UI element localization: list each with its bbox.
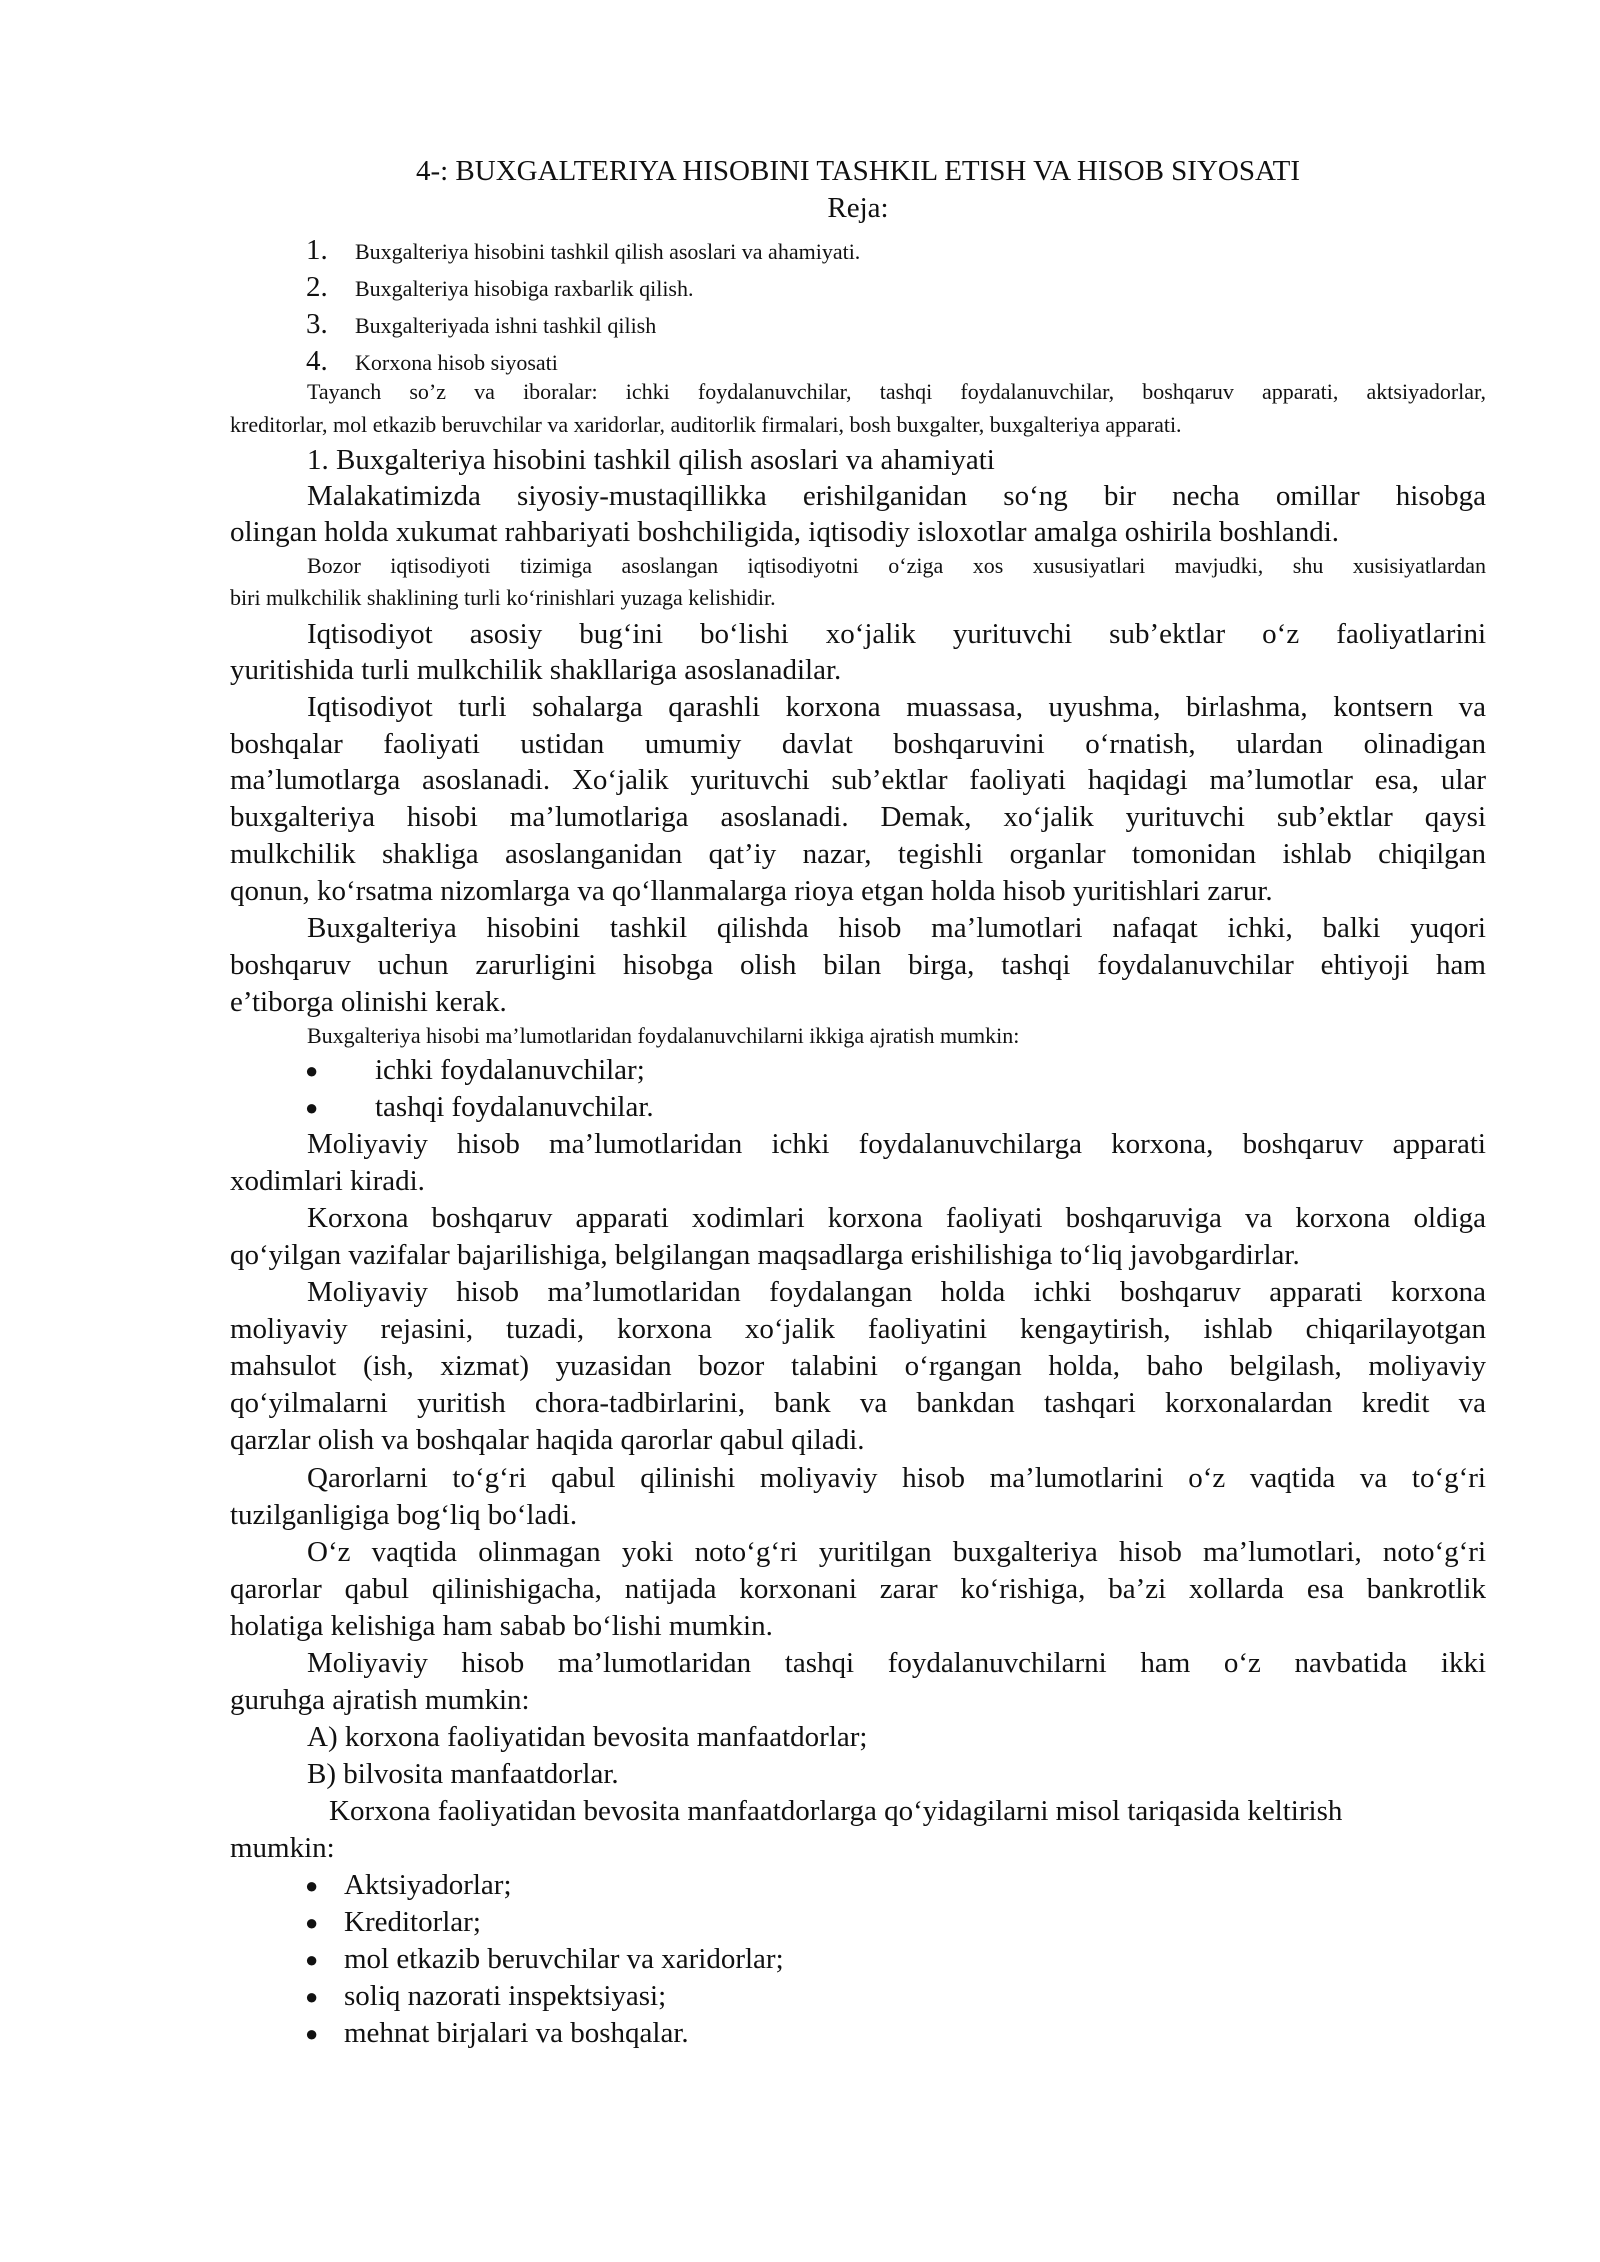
paragraph-line: olingan holda xukumat rahbariyati boshchiligida, iqtisodiy isloxotlar amalga oshirila boshlandi.: [230, 516, 1340, 548]
paragraph-line: moliyaviy rejasini, tuzadi, korxona xo‘jalik faoliyatini kengaytirish, ishlab chiqarilayotgan: [230, 1313, 1486, 1345]
plan-item-text: Buxgalteriya hisobiga raxbarlik qilish.: [355, 276, 694, 301]
list-item: mol etkazib beruvchilar va xaridorlar;: [344, 1943, 784, 1975]
list-item: soliq nazorati inspektsiyasi;: [344, 1980, 667, 2012]
paragraph-line: qo‘yilgan vazifalar bajarilishiga, belgilangan maqsadlarga erishilishiga to‘liq javobgardirlar.: [230, 1239, 1300, 1271]
bullet-icon: ●: [305, 1947, 319, 1972]
plan-item-text: Buxgalteriya hisobini tashkil qilish asoslari va ahamiyati.: [355, 239, 861, 264]
plan-item-number: 4.: [306, 345, 328, 377]
paragraph-line: guruhga ajratish mumkin:: [230, 1684, 530, 1716]
plan-item-number: 1.: [306, 234, 328, 266]
paragraph-line: Korxona boshqaruv apparati xodimlari korxona faoliyati boshqaruviga va korxona oldiga: [307, 1202, 1486, 1234]
plan-item-text: Korxona hisob siyosati: [355, 350, 558, 375]
paragraph-line: Moliyaviy hisob ma’lumotlaridan ichki foydalanuvchilarga korxona, boshqaruv apparati: [307, 1128, 1486, 1160]
paragraph-line: Buxgalteriya hisobini tashkil qilishda hisob ma’lumotlari nafaqat ichki, balki yuqori: [307, 912, 1486, 944]
paragraph-line: qarzlar olish va boshqalar haqida qarorlar qabul qiladi.: [230, 1424, 865, 1456]
bullet-icon: ●: [305, 1095, 319, 1120]
paragraph-line: qarorlar qabul qilinishigacha, natijada korxonani zarar ko‘rishiga, ba’zi xollarda esa bankrotlik: [230, 1573, 1486, 1605]
group-a-line: A) korxona faoliyatidan bevosita manfaatdorlar;: [307, 1721, 868, 1753]
bullet-icon: ●: [305, 1058, 319, 1083]
list-item: Kreditorlar;: [344, 1906, 481, 1938]
plan-item-text: Buxgalteriyada ishni tashkil qilish: [355, 313, 657, 338]
list-item: Aktsiyadorlar;: [344, 1869, 512, 1901]
paragraph-line: Bozor iqtisodiyoti tizimiga asoslangan iqtisodiyotni o‘ziga xos xususiyatlari mavjudki, shu xusisiyatlardan: [307, 553, 1486, 578]
bullet-icon: ●: [305, 1910, 319, 1935]
paragraph-line: Qarorlarni to‘g‘ri qabul qilinishi moliyaviy hisob ma’lumotlarini o‘z vaqtida va to‘g‘ri: [307, 1462, 1486, 1494]
paragraph-line: qo‘yilmalarni yuritish chora-tadbirlarini, bank va bankdan tashqari korxonalardan kredit va: [230, 1387, 1486, 1419]
paragraph-line: yuritishida turli mulkchilik shakllariga asoslanadilar.: [230, 654, 842, 686]
keywords-line: kreditorlar, mol etkazib beruvchilar va xaridorlar, auditorlik firmalari, bosh buxgalter, buxgalteriya apparati.: [230, 412, 1182, 437]
paragraph-line: qonun, ko‘rsatma nizomlarga va qo‘llanmalarga rioya etgan holda hisob yuritishlari zarur.: [230, 875, 1273, 907]
list-item: ichki foydalanuvchilar;: [375, 1054, 645, 1086]
plan-item-number: 3.: [306, 308, 328, 340]
paragraph-line: e’tiborga olinishi kerak.: [230, 986, 507, 1018]
plan-item-number: 2.: [306, 271, 328, 303]
paragraph-line: boshqalar faoliyati ustidan umumiy davlat boshqaruvini o‘rnatish, ulardan olinadigan: [230, 728, 1486, 760]
paragraph-line: ma’lumotlarga asoslanadi. Xo‘jalik yurituvchi sub’ektlar faoliyati haqidagi ma’lumotlar esa, ular: [230, 764, 1486, 796]
list-item: mehnat birjalari va boshqalar.: [344, 2017, 689, 2049]
paragraph-line: buxgalteriya hisobi ma’lumotlariga asoslanadi. Demak, xo‘jalik yurituvchi sub’ektlar qaysi: [230, 801, 1486, 833]
group-b-line: B) bilvosita manfaatdorlar.: [307, 1758, 619, 1790]
paragraph-line: mulkchilik shakliga asoslanganidan qat’iy nazar, tegishli organlar tomonidan ishlab chiqilgan: [230, 838, 1486, 870]
bullet-icon: ●: [305, 1984, 319, 2009]
paragraph-line: Moliyaviy hisob ma’lumotlaridan foydalangan holda ichki boshqaruv apparati korxona: [307, 1276, 1486, 1308]
paragraph-line: O‘z vaqtida olinmagan yoki noto‘g‘ri yuritilgan buxgalteriya hisob ma’lumotlari, noto‘g‘ri: [307, 1536, 1486, 1568]
paragraph-line: Iqtisodiyot asosiy bug‘ini bo‘lishi xo‘jalik yurituvchi sub’ektlar o‘z faoliyatlarini: [307, 618, 1486, 650]
document-title: 4-: BUXGALTERIYA HISOBINI TASHKIL ETISH VA HISOB SIYOSATI: [415, 155, 1301, 187]
paragraph-line: mahsulot (ish, xizmat) yuzasidan bozor talabini o‘rgangan holda, baho belgilash, moliyaviy: [230, 1350, 1486, 1382]
paragraph-line: biri mulkchilik shaklining turli ko‘rinishlari yuzaga kelishidir.: [230, 585, 776, 610]
paragraph-line: Buxgalteriya hisobi ma’lumotlaridan foydalanuvchilarni ikkiga ajratish mumkin:: [307, 1023, 1020, 1048]
bullet-icon: ●: [305, 2021, 319, 2046]
paragraph-line: Iqtisodiyot turli sohalarga qarashli korxona muassasa, uyushma, birlashma, kontsern va: [307, 691, 1486, 723]
paragraph-line: Moliyaviy hisob ma’lumotlaridan tashqi foydalanuvchilarni ham o‘z navbatida ikki: [307, 1647, 1486, 1679]
paragraph-line: xodimlari kiradi.: [230, 1165, 425, 1197]
paragraph-line: Korxona faoliyatidan bevosita manfaatdorlarga qo‘yidagilarni misol tariqasida keltirish: [329, 1795, 1343, 1827]
bullet-icon: ●: [305, 1873, 319, 1898]
keywords-line: Tayanch so’z va iboralar: ichki foydalanuvchilar, tashqi foydalanuvchilar, boshqaruv apparati, aktsiyadorlar,: [307, 379, 1486, 404]
paragraph-line: Malakatimizda siyosiy-mustaqillikka erishilganidan so‘ng bir necha omillar hisobga: [307, 480, 1486, 512]
paragraph-line: tuzilganligiga bog‘liq bo‘ladi.: [230, 1499, 578, 1531]
paragraph-line: boshqaruv uchun zarurligini hisobga olish bilan birga, tashqi foydalanuvchilar ehtiyoji ham: [230, 949, 1486, 981]
list-item: tashqi foydalanuvchilar.: [375, 1091, 654, 1123]
paragraph-line: mumkin:: [230, 1832, 335, 1864]
section-heading: 1. Buxgalteriya hisobini tashkil qilish asoslari va ahamiyati: [307, 444, 995, 476]
plan-heading: Reja:: [827, 192, 889, 224]
paragraph-line: holatiga kelishiga ham sabab bo‘lishi mumkin.: [230, 1610, 773, 1642]
